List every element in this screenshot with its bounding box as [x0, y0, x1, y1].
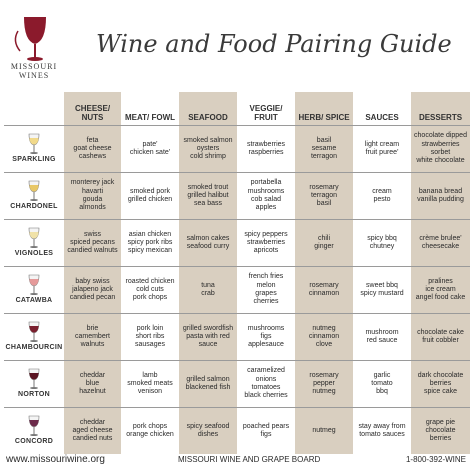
phone-number: 1-800-392-WINE [405, 455, 466, 464]
pairing-item: sweet bbq [366, 281, 398, 289]
pairing-item: nutmeg [312, 324, 336, 332]
pairing-cell [237, 361, 295, 408]
pairing-item: basil [316, 136, 332, 144]
wine-glass-icon [27, 274, 41, 296]
pairing-item: cheddar [79, 418, 106, 426]
pairing-item: strawberries [246, 238, 286, 246]
pairing-item: berries [429, 435, 452, 443]
pairing-cell [121, 173, 179, 220]
pairing-item: almonds [79, 204, 106, 212]
pairing-cell [353, 126, 411, 173]
column-header: MEAT/ FOWL [121, 92, 179, 126]
pairing-item: cinnamon [308, 332, 340, 340]
pairing-item: figs [260, 431, 272, 438]
pairing-item: grilled halibut [187, 191, 229, 199]
pairing-item: cheddar [79, 371, 106, 379]
pairing-item: gouda [82, 196, 103, 203]
pairing-cell [179, 408, 237, 455]
pairing-item: mushroom [365, 328, 399, 336]
wine-name: NORTON [17, 391, 50, 399]
pairing-cell [353, 220, 411, 267]
pairing-cell [295, 173, 353, 220]
pairing-item: goat cheese [73, 144, 112, 152]
pairing-cell [295, 361, 353, 408]
pairing-item: pork chops [132, 294, 168, 302]
pairing-cell [411, 267, 470, 314]
pairing-item: chicken sate' [129, 149, 171, 156]
pairing-item: chili [317, 234, 331, 242]
pairing-item: basil [316, 200, 332, 208]
pairing-item: tomato [371, 379, 393, 387]
pairing-item: chocolate cake [417, 328, 464, 336]
wine-name: CONCORD [14, 438, 54, 446]
pairing-cell [237, 267, 295, 314]
pairing-cell [411, 314, 470, 361]
wine-cell [4, 314, 64, 361]
pairing-cell [121, 267, 179, 314]
pairing-item: seafood curry [186, 243, 230, 250]
pairing-item: rosemary [309, 183, 339, 191]
pairing-item: dishes [197, 431, 219, 438]
pairing-cell [411, 220, 470, 267]
pairing-item: sausages [135, 341, 165, 349]
pairing-item: rosemary [309, 281, 339, 289]
pairing-cell [295, 126, 353, 173]
pairing-item: sorbet [430, 149, 451, 156]
pairing-item: rosemary [309, 371, 339, 379]
wine-cell [4, 267, 64, 314]
pairing-item: applesauce [248, 341, 284, 349]
pairing-item: spicy bbq [367, 234, 397, 242]
pairing-table-body [4, 126, 470, 455]
wine-cell [4, 408, 64, 455]
pairing-item: ice cream [425, 285, 456, 293]
pairing-item: stay away from [358, 422, 406, 430]
pairing-item: spicy seafood [186, 422, 230, 430]
pairing-cell [64, 220, 121, 267]
logo-line2: WINES [18, 71, 50, 80]
pairing-item: light cream [364, 140, 400, 148]
pairing-cell [64, 408, 121, 455]
pairing-cell [295, 314, 353, 361]
pairing-item: orange chicken [126, 431, 174, 438]
pairing-item: terragon [310, 191, 338, 199]
pairing-item: grilled chicken [127, 196, 173, 203]
pairing-item: venison [137, 388, 163, 396]
pairing-cell [64, 361, 121, 408]
column-header: CHEESE/ NUTS [64, 92, 121, 126]
pairing-item: mushrooms [247, 187, 285, 195]
pairing-item: bbq [376, 388, 388, 396]
pairing-item: angel food cake [415, 294, 466, 302]
pairing-item: nutmeg [312, 426, 336, 434]
pairing-item: spiced pecans [70, 238, 115, 246]
pairing-item: sauce [198, 341, 218, 349]
pairing-cell [411, 126, 470, 173]
wine-cell [4, 173, 64, 220]
column-header: SEAFOOD [179, 92, 237, 126]
pairing-item: spicy mustard [360, 290, 404, 297]
pairing-item: cinnamon [308, 290, 340, 297]
pairing-item: terragon [310, 153, 338, 161]
pairing-item: sea bass [193, 200, 223, 208]
header [0, 0, 474, 92]
pairing-item: sesame [311, 144, 337, 152]
logo-text [4, 62, 64, 80]
pairing-item: french fries [248, 273, 284, 281]
pairing-cell [411, 361, 470, 408]
pairing-item: portabella [250, 179, 282, 187]
pairing-item: cream [372, 187, 392, 195]
pairing-cell [353, 361, 411, 408]
pairing-item: pork loin [136, 324, 164, 332]
pairing-item: clove [315, 341, 333, 349]
wine-row [4, 314, 470, 361]
pairing-cell [179, 267, 237, 314]
pairing-item: grilled swordfish [182, 324, 234, 332]
pairing-item: poached pears [242, 422, 290, 430]
column-header: SAUCES [353, 92, 411, 126]
pairing-item: jalapeno jack [72, 285, 113, 293]
pairing-item: swiss [83, 230, 102, 238]
wine-row [4, 267, 470, 314]
pairing-item: cashews [78, 153, 107, 161]
pairing-item: brie [86, 324, 99, 332]
wine-name: VIGNOLES [14, 250, 54, 258]
pairing-item: figs [260, 332, 272, 340]
pairing-item: cold cuts [136, 285, 164, 293]
pairing-item: spicy peppers [244, 230, 288, 238]
pairing-item: berries [429, 379, 452, 387]
pairing-item: vanilla pudding [417, 196, 464, 203]
pairing-item: tomatoes [251, 384, 281, 391]
pairing-item: apricots [253, 247, 279, 255]
footer [0, 452, 474, 474]
pairing-item: strawberries [421, 140, 460, 148]
wine-cell [4, 126, 64, 173]
pairing-cell [64, 173, 121, 220]
pairing-item: grilled salmon [186, 375, 230, 383]
pairing-cell [64, 126, 121, 173]
pairing-item: feta [86, 136, 99, 144]
pairing-cell [237, 408, 295, 455]
pairing-item: raspberries [248, 149, 284, 156]
wine-row [4, 126, 470, 173]
pairing-cell [121, 126, 179, 173]
pairing-item: smoked pork [129, 187, 171, 195]
wine-glass-icon [27, 321, 41, 343]
pairing-cell [237, 220, 295, 267]
pairing-item: cheesecake [421, 243, 460, 250]
wine-row [4, 220, 470, 267]
pairing-item: smoked meats [127, 379, 173, 387]
pairing-cell [121, 220, 179, 267]
pairing-cell [411, 408, 470, 455]
pairing-item: dark chocolate [417, 371, 464, 379]
pairing-item: pate' [142, 140, 158, 148]
pairing-item: pesto [373, 196, 391, 203]
pairing-item: white chocolate [416, 157, 465, 165]
wine-row [4, 408, 470, 455]
pairing-table [4, 92, 470, 454]
logo-line1: MISSOURI [10, 62, 58, 71]
pairing-item: monterey jack [70, 179, 115, 187]
pairing-cell [295, 220, 353, 267]
pairing-item: cherries [253, 298, 279, 306]
pairing-item: aged cheese [72, 426, 113, 434]
pairing-item: smoked salmon [183, 136, 233, 144]
pairing-item: pasta with red [186, 332, 230, 340]
pairing-item: candied pecan [69, 294, 116, 302]
pairing-item: strawberries [246, 140, 286, 148]
pairing-item: grapes [255, 290, 277, 297]
pairing-cell [237, 126, 295, 173]
wine-cell [4, 361, 64, 408]
pairing-item: pepper [313, 379, 335, 387]
pairing-item: walnuts [80, 341, 105, 349]
pairing-cell [295, 408, 353, 455]
pairing-item: blue [85, 379, 100, 387]
pairing-item: short ribs [135, 332, 165, 340]
pairing-item: smoked trout [187, 183, 229, 191]
pairing-item: salmon cakes [186, 234, 230, 242]
pairing-item: red sauce [366, 337, 398, 344]
corner-cell [4, 92, 64, 126]
wine-glass-icon [27, 180, 41, 202]
wine-name: CATAWBA [15, 297, 53, 305]
wine-glass-icon [27, 133, 41, 155]
pairing-item: tomato sauces [359, 431, 405, 438]
wine-row [4, 173, 470, 220]
pairing-item: spicy mexican [128, 247, 172, 255]
pairing-item: lamb [142, 371, 158, 379]
pairing-item: asian chicken [128, 230, 172, 238]
pairing-cell [179, 220, 237, 267]
header-row [4, 92, 470, 126]
pairing-item: baby swiss [75, 277, 110, 285]
board-name: MISSOURI WINE AND GRAPE BOARD [178, 455, 321, 464]
pairing-cell [179, 126, 237, 173]
pairing-item: black cherries [244, 392, 288, 400]
pairing-cell [121, 408, 179, 455]
pairing-cell [353, 267, 411, 314]
pairing-cell [237, 173, 295, 220]
pairing-item: cob salad [251, 196, 281, 203]
wine-name: CHARDONEL [10, 203, 58, 211]
pairing-item: spice cake [423, 388, 458, 396]
pairing-item: havarti [81, 187, 103, 195]
pairing-cell [121, 361, 179, 408]
pairing-item: blackened fish [185, 384, 231, 391]
pairing-item: chocolate dipped [414, 132, 467, 140]
page-title: Wine and Food Pairing Guide [96, 30, 452, 58]
pairing-item: chutney [369, 243, 395, 250]
pairing-item: banana bread [418, 187, 463, 195]
pairing-item: apples [255, 204, 277, 212]
pairing-cell [179, 361, 237, 408]
pairing-cell [179, 173, 237, 220]
pairing-item: chocolate [425, 426, 456, 434]
pairing-item: candied nuts [72, 435, 113, 443]
pairing-item: fruit cobbler [422, 337, 459, 344]
pairing-item: cold shrimp [190, 153, 226, 161]
pairing-item: oysters [196, 144, 220, 152]
wine-cell [4, 220, 64, 267]
pairing-item: camembert [74, 332, 110, 340]
pairing-item: grape pie [425, 418, 456, 426]
pairing-cell [237, 314, 295, 361]
pairing-item: garlic [373, 371, 391, 379]
pairing-item: fruit puree' [365, 149, 399, 156]
pairing-cell [121, 314, 179, 361]
pairing-item: pralines [428, 277, 453, 285]
wine-row [4, 361, 470, 408]
pairing-item: melon [256, 281, 276, 289]
pairing-cell [64, 267, 121, 314]
pairing-item: onions [255, 375, 277, 383]
pairing-cell [411, 173, 470, 220]
pairing-item: spicy pork ribs [127, 238, 173, 246]
column-header: VEGGIE/ FRUIT [237, 92, 295, 126]
pairing-item: tuna [201, 281, 215, 289]
pairing-item: nutmeg [312, 388, 336, 396]
wine-name: CHAMBOURCIN [5, 344, 63, 352]
pairing-item: mushrooms [247, 324, 285, 332]
pairing-cell [353, 173, 411, 220]
wine-glass-icon [27, 227, 41, 249]
wine-name: SPARKLING [12, 156, 56, 164]
pairing-item: crème brulee' [419, 234, 462, 242]
website-link[interactable]: www.missouriwine.org [6, 454, 105, 465]
pairing-item: hazelnut [79, 388, 106, 396]
column-header: HERB/ SPICE [295, 92, 353, 126]
pairing-cell [353, 408, 411, 455]
wine-glass-icon [27, 368, 41, 390]
pairing-cell [295, 267, 353, 314]
column-header: DESSERTS [411, 92, 470, 126]
wine-glass-icon [27, 415, 41, 437]
pairing-cell [64, 314, 121, 361]
pairing-item: roasted chicken [125, 277, 175, 285]
pairing-item: pork chops [132, 422, 168, 430]
pairing-item: crab [201, 290, 215, 297]
pairing-item: caramelized [247, 367, 285, 375]
pairing-cell [179, 314, 237, 361]
pairing-item: candied walnuts [67, 247, 118, 255]
pairing-item: ginger [314, 243, 334, 250]
pairing-cell [353, 314, 411, 361]
